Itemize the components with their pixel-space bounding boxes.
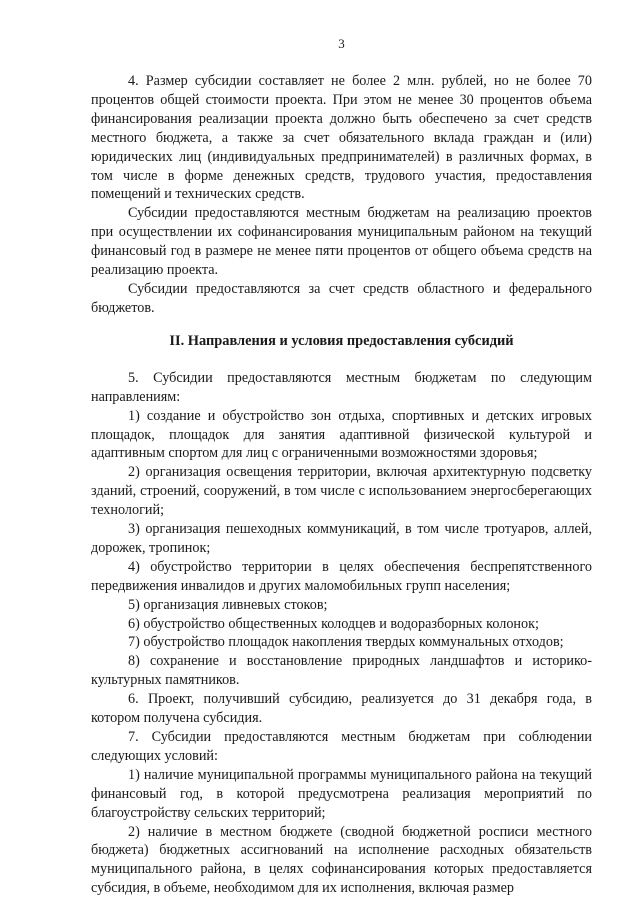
list-item-direction-4: 4) обустройство территории в целях обеспечения беспрепятственного передвижения инвалидов и других маломобильных групп населения; [91, 558, 592, 594]
list-item-direction-1: 1) создание и обустройство зон отдыха, спортивных и детских игровых площадок, площадок для занятия адаптивной физической культурой и адаптивным спортом для лиц с ограниченными возможностями здоровья; [91, 407, 592, 462]
list-item-direction-7: 7) обустройство площадок накопления твердых коммунальных отходов; [128, 634, 564, 651]
list-item-direction-6: 6) обустройство общественных колодцев и водоразборных колонок; [128, 615, 539, 632]
list-item-direction-5: 5) организация ливневых стоков; [128, 596, 328, 613]
paragraph-directions-intro: 5. Субсидии предоставляются местным бюджетам по следующим направлениям: [91, 369, 592, 405]
section-heading: II. Направления и условия предоставления субсидий [169, 332, 514, 349]
list-item-condition-2: 2) наличие в местном бюджете (сводной бюджетной росписи местного бюджета) бюджетных ассигнований на исполнение расходных обязательств муниципального района, в целях софинансирования которых предоставляется субсидия, в объеме, необходимом для их исполнения, включая размер [91, 823, 592, 897]
paragraph-subsidy-size: 4. Размер субсидии составляет не более 2 млн. рублей, но не более 70 процентов общей стоимости проекта. При этом не менее 30 процентов объема финансирования реализации проекта должно быть обеспечено за счет средств местного бюджета, а также за счет обязательного вклада граждан и (или) юридических лиц (индивидуальных предпринимателей) в различных формах, в том числе в форме денежных средств, трудового участия, предоставления помещений и технических средств. [91, 73, 592, 203]
list-item-direction-8: 8) сохранение и восстановление природных ландшафтов и историко-культурных памятников. [91, 653, 592, 689]
paragraph-funding-source: Субсидии предоставляются за счет средств областного и федерального бюджетов. [91, 280, 592, 316]
paragraph-conditions-intro: 7. Субсидии предоставляются местным бюджетам при соблюдении следующих условий: [91, 729, 592, 764]
list-item-direction-2: 2) организация освещения территории, включая архитектурную подсветку зданий, строений, сооружений, в том числе с использованием энергосберегающих технологий; [91, 464, 592, 519]
paragraph-cofinancing: Субсидии предоставляются местным бюджетам на реализацию проектов при осуществлении их софинансирования муниципальным районом на текущий финансовый год в размере не менее пяти процентов от общего объема средств на реализацию проекта. [91, 205, 592, 279]
page-number: 3 [338, 36, 345, 51]
paragraph-project-deadline: 6. Проект, получивший субсидию, реализуется до 31 декабря года, в котором получена субсидия. [91, 691, 592, 727]
document-body [91, 72, 592, 898]
list-item-condition-1: 1) наличие муниципальной программы муниципального района на текущий финансовый год, в которой предусмотрена реализация мероприятий по благоустройству сельских территорий; [91, 766, 592, 821]
list-item-direction-3: 3) организация пешеходных коммуникаций, в том числе тротуаров, аллей, дорожек, тропинок; [91, 521, 592, 556]
